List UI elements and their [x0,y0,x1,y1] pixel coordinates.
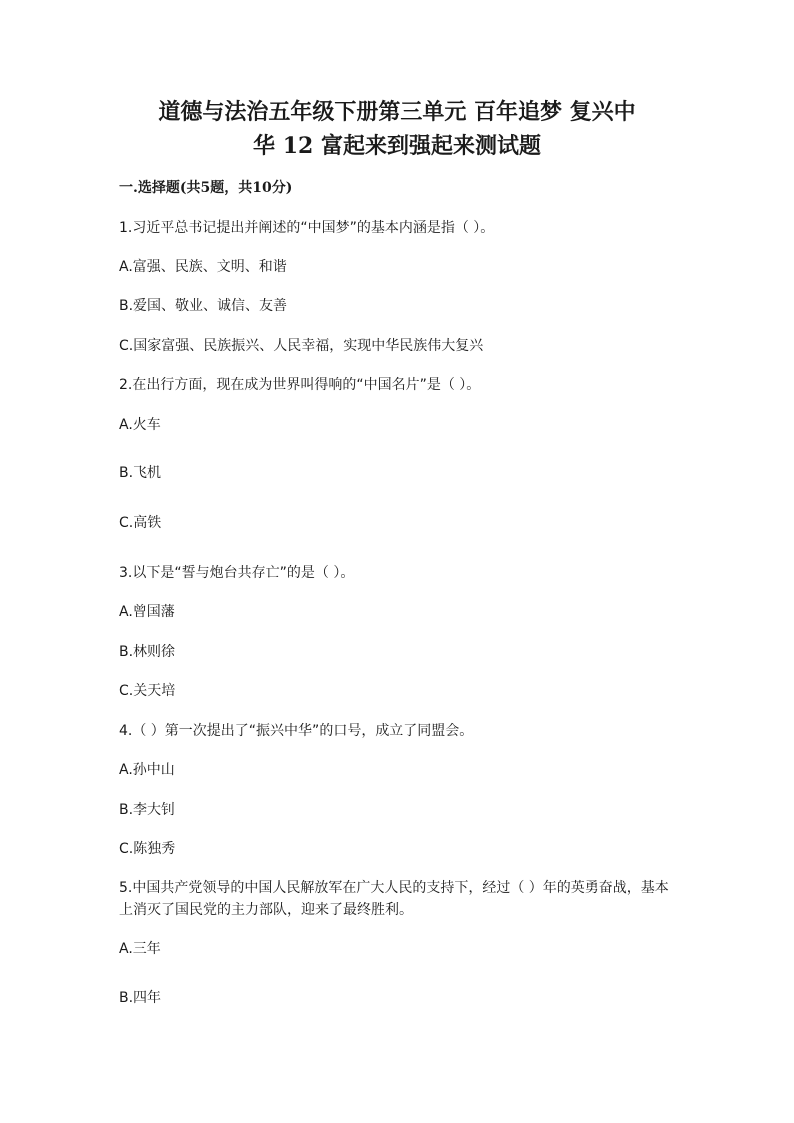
question-1-option-b: B.爱国、敬业、诚信、友善 [119,298,288,314]
question-4-option-a: A.孙中山 [119,762,175,778]
question-3-option-c: C.关天培 [119,683,176,699]
question-3-option-a: A.曾国藩 [119,604,175,620]
question-1-option-a: A.富强、民族、文明、和谐 [119,259,287,275]
page-title-line-2: 华 12 富起来到强起来测试题 [253,133,541,159]
question-3-option-b: B.林则徐 [119,644,176,660]
question-4-stem: 4.（ ）第一次提出了“振兴中华”的口号，成立了同盟会。 [119,723,474,739]
question-1-option-c: C.国家富强、民族振兴、人民幸福，实现中华民族伟大复兴 [119,338,484,354]
question-2-stem: 2.在出行方面，现在成为世界叫得响的“中国名片”是（ ）。 [119,377,481,393]
question-4-option-c: C.陈独秀 [119,841,176,857]
question-1-stem: 1.习近平总书记提出并阐述的“中国梦”的基本内涵是指（ ）。 [119,220,495,236]
question-5-option-a: A.三年 [119,941,161,957]
question-4-option-b: B.李大钊 [119,802,176,818]
question-5-option-b: B.四年 [119,990,162,1006]
question-2-option-b: B.飞机 [119,465,162,481]
question-3-stem: 3.以下是“誓与炮台共存亡”的是（ ）。 [119,565,355,581]
section-heading: 一.选择题(共5题，共10分) [119,180,293,196]
question-2-option-a: A.火车 [119,417,161,433]
question-5-stem: 5.中国共产党领导的中国人民解放军在广大人民的支持下，经过（ ）年的英勇奋战，基本上消灭了国民党的主力部队，迎来了最终胜利。 [119,880,669,918]
question-2-option-c: C.高铁 [119,515,162,531]
page-title-line-1: 道德与法治五年级下册第三单元 百年追梦 复兴中 [158,99,636,125]
